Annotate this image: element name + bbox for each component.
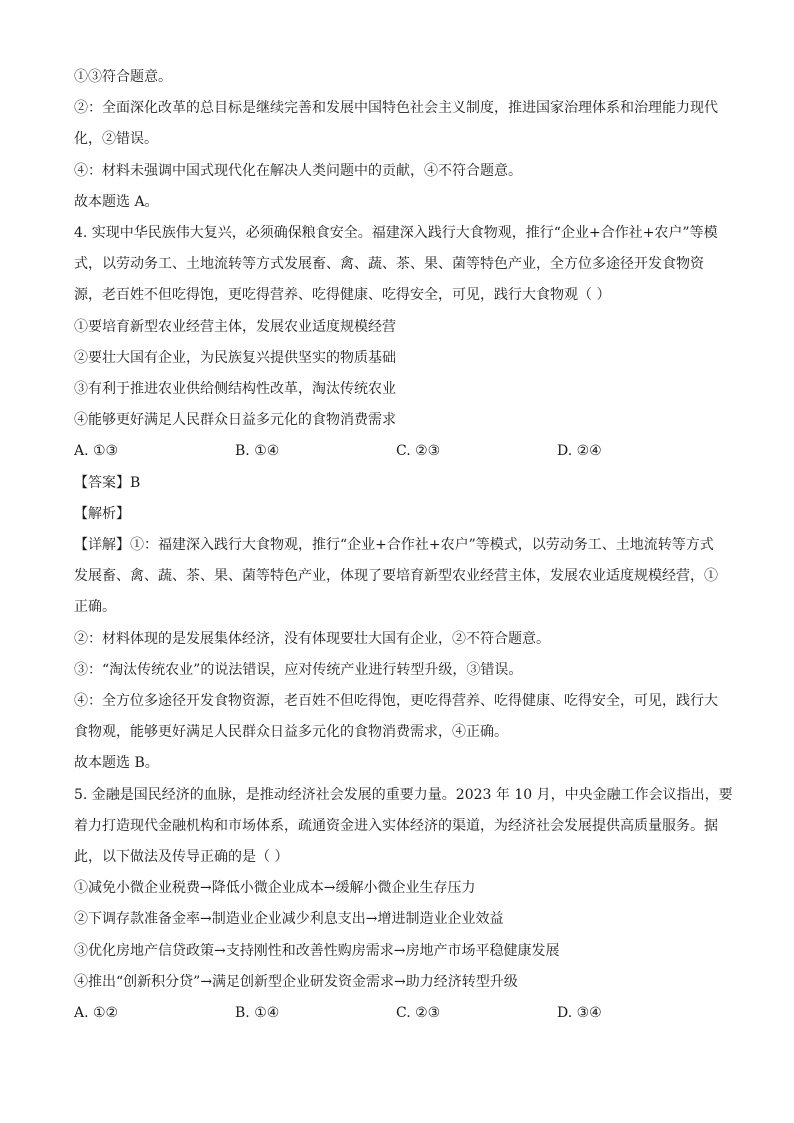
- question-4-detail: ④：全方位多途径开发食物资源，老百姓不但吃得饱，更吃得营养、吃得健康、吃得安全，可见，践行大: [74, 693, 718, 710]
- option-a: A. ①②: [74, 1005, 119, 1022]
- document-page: [74, 62, 733, 1029]
- option-b: B. ①④: [235, 443, 280, 460]
- question-4-conclusion: 故本题选 B。: [74, 755, 159, 772]
- question-5-stem: 5. 金融是国民经济的血脉，是推动经济社会发展的重要力量。2023 年 10 月，中央金融工作会议指出，要: [74, 786, 733, 803]
- question-4-detail: 食物观，能够更好满足人民群众日益多元化的食物消费需求，④正确。: [74, 724, 508, 741]
- question-4-statement: ④能够更好满足人民群众日益多元化的食物消费需求: [74, 412, 396, 429]
- question-4-statement: ③有利于推进农业供给侧结构性改革，淘汰传统农业: [74, 381, 396, 398]
- option-c: C. ②③: [396, 443, 441, 460]
- option-d: D. ③④: [557, 1005, 602, 1022]
- option-a: A. ①③: [74, 443, 119, 460]
- question-4-statement: ①要培育新型农业经营主体，发展农业适度规模经营: [74, 318, 396, 335]
- question-5-stem: 着力打造现代金融机构和市场体系，疏通资金进入实体经济的渠道，为经济社会发展提供高质量服务。据: [74, 817, 718, 834]
- question-5-stem: 此，以下做法及传导正确的是（ ）: [74, 849, 289, 866]
- question-4-detail: ③：“淘汰传统农业”的说法错误，应对传统产业进行转型升级，③错误。: [74, 661, 523, 678]
- option-d: D. ②④: [557, 443, 602, 460]
- question-5-statement: ④推出“创新积分贷”→满足创新型企业研发资金需求→助力经济转型升级: [74, 973, 518, 990]
- question-4-detail: 正确。: [74, 599, 116, 616]
- question-4-options: [74, 436, 724, 467]
- question-4-detail: ②：材料体现的是发展集体经济，没有体现要壮大国有企业，②不符合题意。: [74, 630, 550, 647]
- prev-analysis-line: ②：全面深化改革的总目标是继续完善和发展中国特色社会主义制度，推进国家治理体系和治理能力现代: [74, 100, 718, 117]
- question-4-stem: 源，老百姓不但吃得饱，更吃得营养、吃得健康、吃得安全，可见，践行大食物观（ ）: [74, 287, 611, 304]
- option-b: B. ①④: [235, 1005, 280, 1022]
- prev-analysis-line: ④：材料未强调中国式现代化在解决人类问题中的贡献，④不符合题意。: [74, 162, 522, 179]
- prev-analysis-line: ①③符合题意。: [74, 69, 172, 85]
- question-4-statement: ②要壮大国有企业，为民族复兴提供坚实的物质基础: [74, 349, 396, 366]
- question-4-detail: 发展畜、禽、蔬、茶、果、菌等特色产业，体现了要培育新型农业经营主体，发展农业适度规模经营，①: [74, 568, 718, 585]
- question-4-stem: 式，以劳动务工、土地流转等方式发展畜、禽、蔬、茶、果、菌等特色产业，全方位多途径开发食物资: [74, 256, 704, 273]
- question-5-statement: ②下调存款准备金率→制造业企业减少利息支出→增进制造业企业效益: [74, 911, 504, 928]
- question-5-statement: ③优化房地产信贷政策→支持刚性和改善性购房需求→房地产市场平稳健康发展: [74, 942, 560, 959]
- question-5-statement: ①减免小微企业税费→降低小微企业成本→缓解小微企业生存压力: [74, 880, 476, 897]
- question-5-options: [74, 998, 724, 1029]
- question-4-analysis-label: 【解析】: [74, 505, 130, 522]
- option-c: C. ②③: [396, 1005, 441, 1022]
- question-4-answer: 【答案】B: [74, 474, 141, 491]
- prev-analysis-line: 化，②错误。: [74, 131, 158, 148]
- question-4-detail: 【详解】①：福建深入践行大食物观，推行“企业+合作社+农户”等模式，以劳动务工、土地流转等方式: [74, 537, 714, 554]
- question-4-stem: 4. 实现中华民族伟大复兴，必须确保粮食安全。福建深入践行大食物观，推行“企业+合作社+农户”等模: [74, 225, 718, 242]
- prev-conclusion: 故本题选 A。: [74, 193, 159, 210]
